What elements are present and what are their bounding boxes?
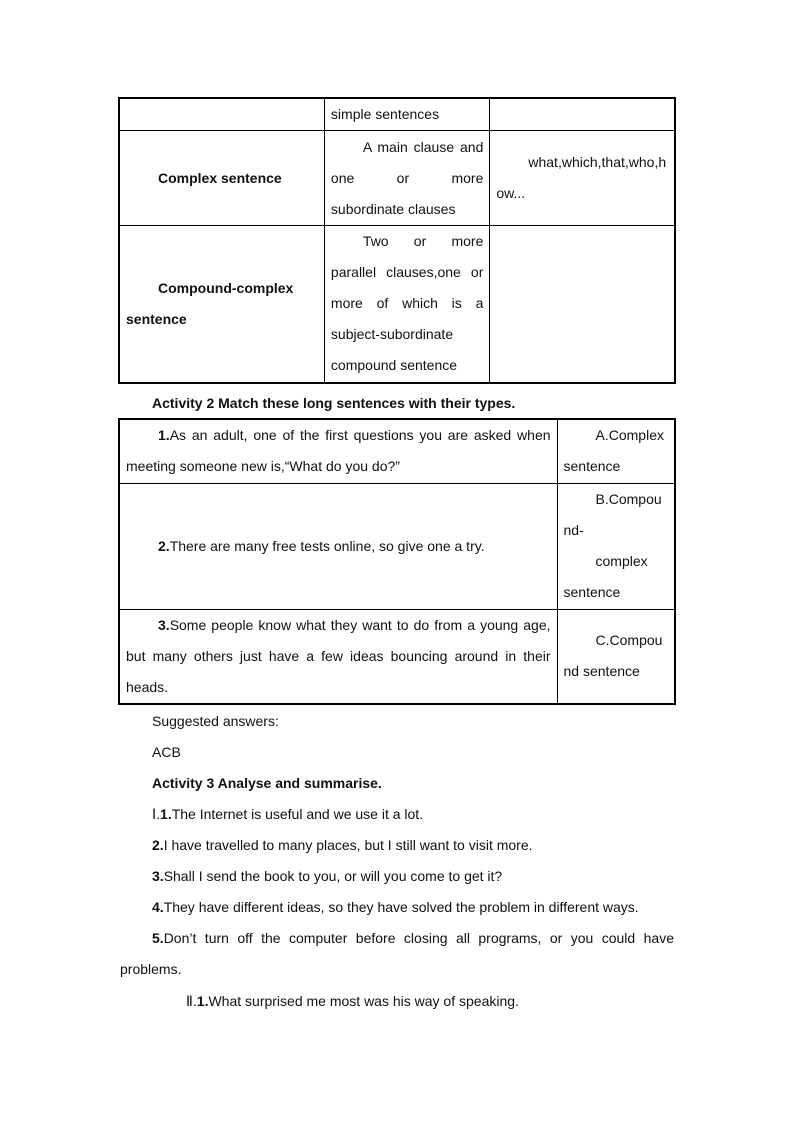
item-text: They have different ideas, so they have solved the problem in different ways. [163, 899, 639, 915]
option-text: B.Compound- [563, 491, 662, 538]
sentence-text: As an adult, one of the first questions you are asked when meeting someone new is,“What do you do?” [126, 427, 551, 475]
table-cell: simple sentences [324, 98, 489, 131]
sentence-cell [119, 609, 557, 704]
activity3-item [120, 892, 674, 923]
answers-label: Suggested answers: [152, 713, 279, 729]
sentence-text: There are many free tests online, so give one a try. [169, 537, 485, 554]
type-complex: Complex sentence [119, 131, 324, 226]
table-row [119, 483, 675, 609]
sentence-cell [119, 483, 557, 609]
activity3-item [120, 799, 674, 830]
sentence-text: Some people know what they want to do from a young age, but many others just have a few ideas bouncing around in their heads. [126, 616, 551, 695]
activity3-item [120, 861, 674, 892]
markers-compound-complex [490, 226, 675, 383]
definition-compound-complex: Two or more parallel clauses,one or more of which is a subject-subordinate compound sentence [324, 226, 489, 383]
item-text: What surprised me most was his way of speaking. [208, 993, 519, 1009]
item-number: 5. [152, 930, 164, 946]
table-row [119, 131, 675, 226]
item-number: 1. [160, 806, 172, 822]
table-row [119, 609, 675, 704]
markers-complex: what,which,that,who,how... [490, 131, 675, 226]
item-number: 4. [152, 899, 164, 915]
sentence-number: 2. [158, 537, 170, 554]
option-text: complex sentence [563, 553, 648, 600]
match-table [118, 418, 676, 705]
table-row [119, 419, 675, 483]
answers-value: ACB [152, 744, 181, 760]
sentence-number: 1. [158, 427, 170, 444]
roman-numeral: Ⅰ. [152, 806, 161, 822]
activity3-heading: Activity 3 Analyse and summarise. [152, 775, 382, 791]
type-compound-complex: Compound-complex sentence [119, 226, 324, 383]
item-text: I have travelled to many places, but I still want to visit more. [163, 837, 533, 853]
item-text: The Internet is useful and we use it a lot. [171, 806, 424, 822]
sentence-types-table [118, 97, 676, 384]
activity3-item [120, 923, 674, 985]
item-number: 3. [152, 868, 164, 884]
roman-numeral: Ⅱ. [186, 993, 197, 1009]
sentence-cell [119, 419, 557, 483]
option-cell: C.Compound sentence [557, 609, 675, 704]
activity3-item [120, 830, 674, 861]
item-text: Don’t turn off the computer before closing all programs, or you could have problems. [120, 930, 674, 977]
item-number: 2. [152, 837, 164, 853]
table-cell [490, 98, 675, 131]
table-cell [119, 98, 324, 131]
option-cell: A.Complex sentence [557, 419, 675, 483]
activity3-part2-item [120, 986, 674, 1017]
option-cell [557, 483, 675, 609]
table-row [119, 98, 675, 131]
sentence-number: 3. [158, 616, 170, 633]
item-text: Shall I send the book to you, or will you come to get it? [163, 868, 503, 884]
table-row [119, 226, 675, 383]
definition-complex: A main clause and one or more subordinate clauses [324, 131, 489, 226]
item-number: 1. [196, 993, 209, 1009]
activity2-heading: Activity 2 Match these long sentences with their types. [152, 395, 516, 411]
